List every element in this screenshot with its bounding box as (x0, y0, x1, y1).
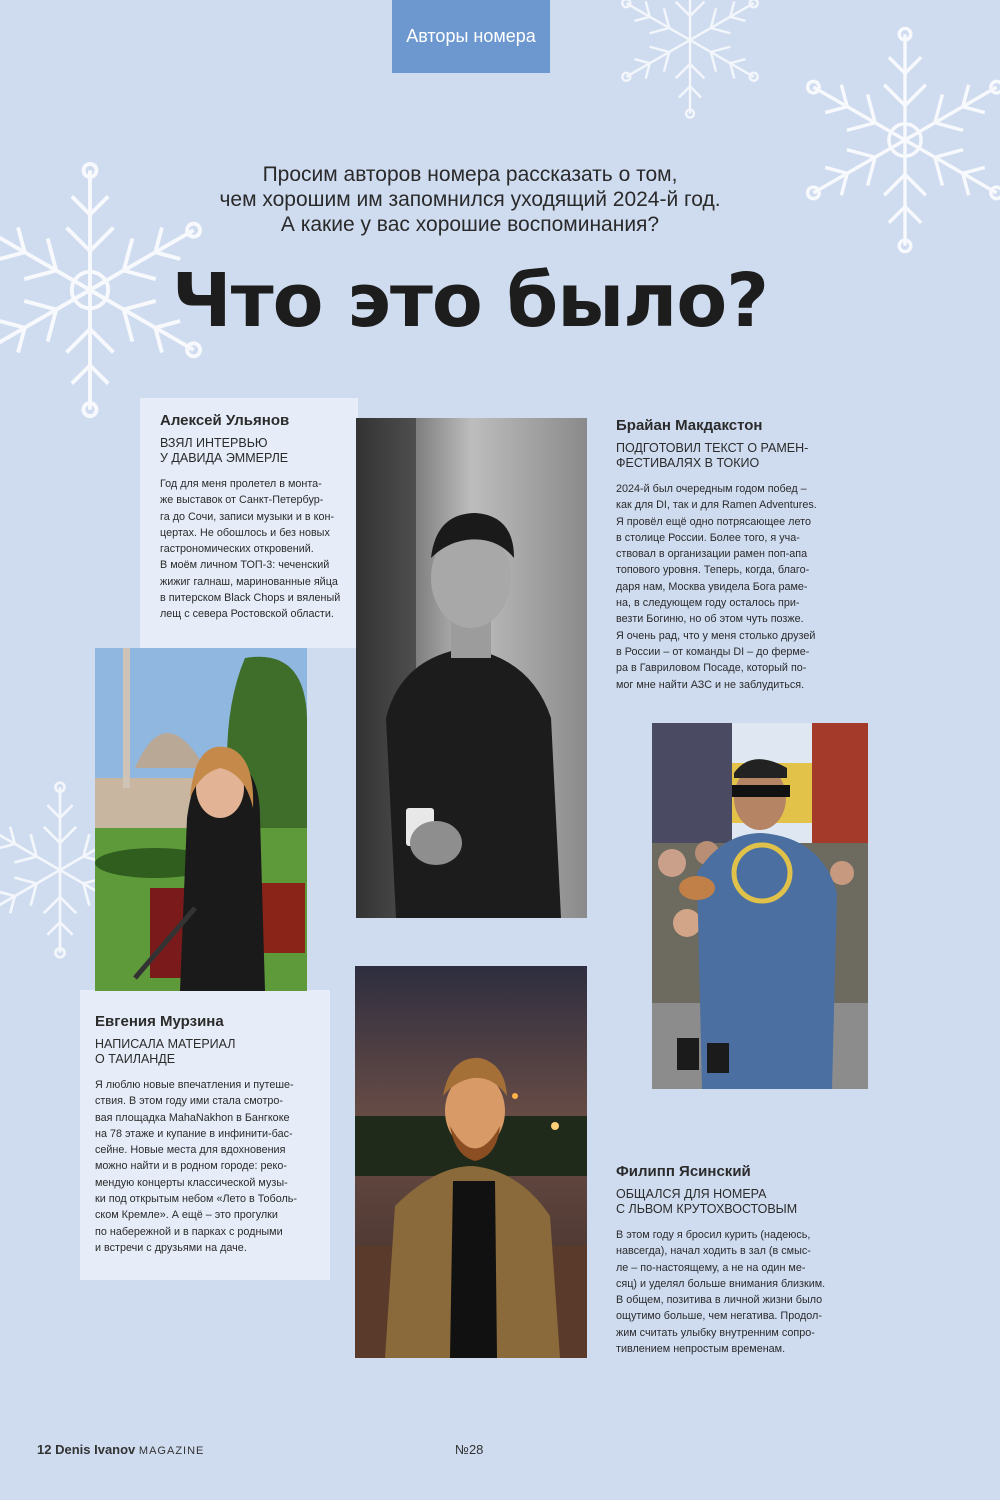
text-line: ра в Гавриловом Посаде, который по- (616, 662, 807, 675)
text-line: везти Богиню, но об этом чуть позже. (616, 613, 804, 626)
author-block-yasinsky (616, 1163, 841, 1357)
text-line: ствовал в организации рамен поп-апа (616, 548, 808, 561)
author-name: Евгения Мурзина (95, 1013, 224, 1030)
footer-left (37, 1442, 204, 1457)
role-line: ОБЩАЛСЯ ДЛЯ НОМЕРА (616, 1187, 767, 1201)
author-name: Брайан Макдакстон (616, 417, 763, 434)
text-line: В общем, позитива в личной жизни было (616, 1294, 823, 1307)
text-line: ки под открытым небом «Лето в Тоболь- (95, 1193, 297, 1206)
snowflake-decoration-top-mid (590, 0, 790, 120)
author-block-murzina (95, 1013, 320, 1256)
author-block-ulyanov (160, 412, 355, 623)
text-line: В этом году я бросил курить (надеюсь, (616, 1229, 811, 1241)
text-line: жижиг галнаш, маринованные яйца (160, 575, 338, 588)
snowflake-decoration-top-right (790, 0, 1000, 290)
role-line: С ЛЬВОМ КРУТОХВОСТОВЫМ (616, 1202, 798, 1216)
intro-line: Просим авторов номера рассказать о том, (262, 163, 678, 186)
text-line: в столице России. Более того, я уча- (616, 531, 800, 544)
role-line: У ДАВИДА ЭММЕРЛЕ (160, 451, 289, 465)
photo-murzina (95, 648, 307, 991)
author-role (616, 441, 826, 471)
text-line: на 78 этаже и купание в инфинити-бас- (95, 1127, 293, 1140)
text-line: ском Кремле». А ещё – это прогулки (95, 1209, 278, 1222)
text-line: ствия. В этом году ими стала смотро- (95, 1095, 284, 1108)
text-line: сейне. Новые места для вдохновения (95, 1144, 286, 1157)
author-block-mcduckston (616, 417, 826, 693)
text-line: навсегда), начал ходить в зал (в смыс- (616, 1245, 811, 1258)
text-line: ле – по-настоящему, а не на один ме- (616, 1261, 806, 1274)
intro-line: А какие у вас хорошие воспоминания? (280, 213, 660, 236)
role-line: О ТАИЛАНДЕ (95, 1052, 176, 1066)
photo-ulyanov (356, 418, 587, 918)
text-line: 2024-й был очередным годом побед – (616, 483, 807, 495)
text-line: даря нам, Москва увидела Бога раме- (616, 580, 808, 593)
role-line: ФЕСТИВАЛЯХ В ТОКИО (616, 456, 760, 470)
section-tab: Авторы номера (392, 0, 550, 73)
intro-line: чем хорошим им запомнился уходящий 2024-й год. (219, 188, 721, 211)
text-line: мендую концерты классической музы- (95, 1176, 288, 1189)
text-line: Я очень рад, что у меня столько друзей (616, 629, 816, 642)
author-name: Алексей Ульянов (160, 412, 290, 429)
text-line: как для DI, так и для Ramen Adventures. (616, 499, 817, 512)
page-headline: Что это было? (171, 258, 769, 344)
photo-yasinsky (355, 966, 587, 1358)
issue-number: №28 (455, 1442, 484, 1457)
text-line: жим считать улыбку внутренним сопро- (616, 1326, 815, 1339)
photo-mcduckston (652, 723, 868, 1089)
author-role (616, 1187, 841, 1217)
author-role (95, 1037, 320, 1067)
intro-text (150, 162, 790, 237)
text-line: в России – от команды DI – до ферме- (616, 645, 810, 658)
magazine-label: MAGAZINE (138, 1445, 205, 1457)
text-line: сяц) и уделял больше внимания близким. (616, 1277, 826, 1290)
text-line: тивлением непростым временам. (616, 1343, 786, 1356)
role-line: НАПИСАЛА МАТЕРИАЛ (95, 1037, 236, 1051)
text-line: на, в следующем году осталось при- (616, 597, 800, 610)
text-line: топового уровня. Теперь, когда, благо- (616, 564, 810, 577)
text-line: гастрономических откровений. (160, 543, 314, 556)
author-text (95, 1077, 320, 1256)
text-line: Я люблю новые впечатления и путеше- (95, 1079, 294, 1091)
text-line: га до Сочи, записи музыки и в кон- (160, 510, 335, 523)
text-line: мог мне найти АЗС и не заблудиться. (616, 678, 805, 691)
text-line: и встречи с друзьями на даче. (95, 1241, 247, 1254)
text-line: Год для меня пролетел в монта- (160, 478, 322, 490)
text-line: Я провёл ещё одно потрясающее лето (616, 515, 811, 528)
author-text (616, 1227, 841, 1357)
text-line: можно найти и в родном городе: реко- (95, 1160, 287, 1173)
brand-name: Denis Ivanov (55, 1442, 136, 1457)
text-line: вая площадка MahaNakhon в Бангкоке (95, 1111, 290, 1124)
text-line: же выставок от Санкт-Петербур- (160, 494, 324, 507)
text-line: В моём личном ТОП-3: чеченский (160, 559, 330, 572)
text-line: лещ с севера Ростовской области. (160, 608, 334, 621)
author-role (160, 436, 355, 466)
text-line: цертах. Не обошлось и без новых (160, 526, 330, 539)
author-name: Филипп Ясинский (616, 1163, 751, 1180)
text-line: по набережной и в парках с родными (95, 1225, 283, 1238)
role-line: ВЗЯЛ ИНТЕРВЬЮ (160, 436, 268, 450)
text-line: ощутимо больше, чем негатива. Продол- (616, 1310, 822, 1323)
role-line: ПОДГОТОВИЛ ТЕКСТ О РАМЕН- (616, 441, 809, 455)
text-line: в питерском Black Chops и вяленый (160, 592, 341, 605)
author-text (616, 481, 826, 693)
page-number: 12 (37, 1442, 52, 1457)
author-text (160, 476, 355, 623)
